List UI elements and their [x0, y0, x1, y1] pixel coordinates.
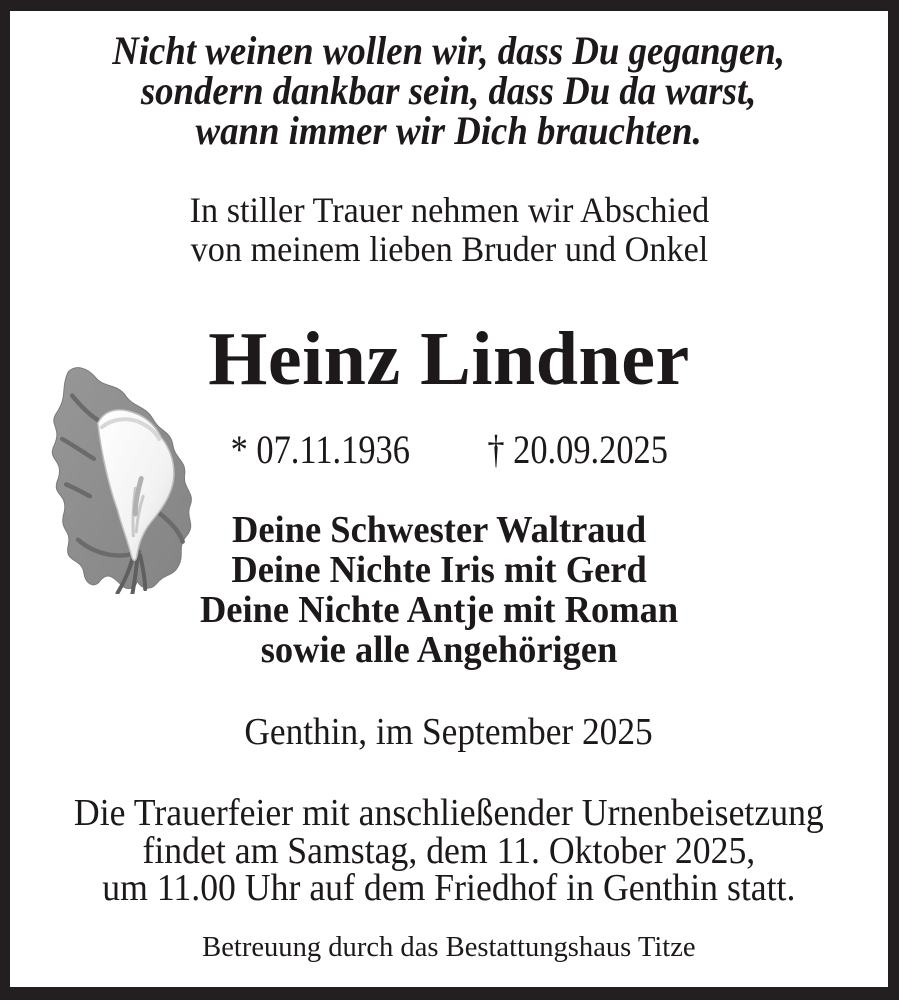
funeral-info-line: Die Trauerfeier mit anschließender Urnenbeisetzung: [74, 792, 824, 834]
birth-symbol: *: [230, 427, 248, 472]
funeral-info: [10, 792, 888, 909]
memorial-quote-line: Nicht weinen wollen wir, dass Du gegangen,: [112, 28, 786, 73]
birth-date-value: 07.11.1936: [256, 427, 410, 472]
life-dates: [10, 427, 888, 472]
funeral-info-line: um 11.00 Uhr auf dem Friedhof in Genthin statt.: [102, 867, 796, 909]
death-date: [487, 427, 668, 472]
death-date-value: 20.09.2025: [512, 427, 668, 472]
mourners-list: [10, 510, 888, 670]
memorial-quote-line: wann immer wir Dich brauchten.: [195, 108, 703, 153]
mourner-line: Deine Schwester Waltraud: [231, 509, 647, 551]
funeral-info-line: findet am Samstag, dem 11. Oktober 2025,: [142, 829, 756, 872]
memorial-quote-line: sondern dankbar sein, dass Du da warst,: [141, 68, 757, 113]
mourner-line: Deine Nichte Iris mit Gerd: [231, 549, 647, 591]
memorial-quote: [10, 28, 888, 153]
mourner-line: Deine Nichte Antje mit Roman: [199, 589, 679, 631]
birth-date: [230, 427, 409, 472]
intro-text-line: von meinem lieben Bruder und Onkel: [190, 229, 708, 269]
intro-text-line: In stiller Trauer nehmen wir Abschied: [189, 190, 709, 230]
mourner-line: sowie alle Angehörigen: [260, 629, 618, 671]
intro-text: [10, 191, 888, 269]
death-cross-symbol: †: [487, 427, 505, 472]
deceased-name: Heinz Lindner: [208, 317, 690, 401]
place-date-line: Genthin, im September 2025: [244, 711, 654, 753]
funeral-home-note: Betreuung durch das Bestattungshaus Titze: [202, 932, 696, 963]
